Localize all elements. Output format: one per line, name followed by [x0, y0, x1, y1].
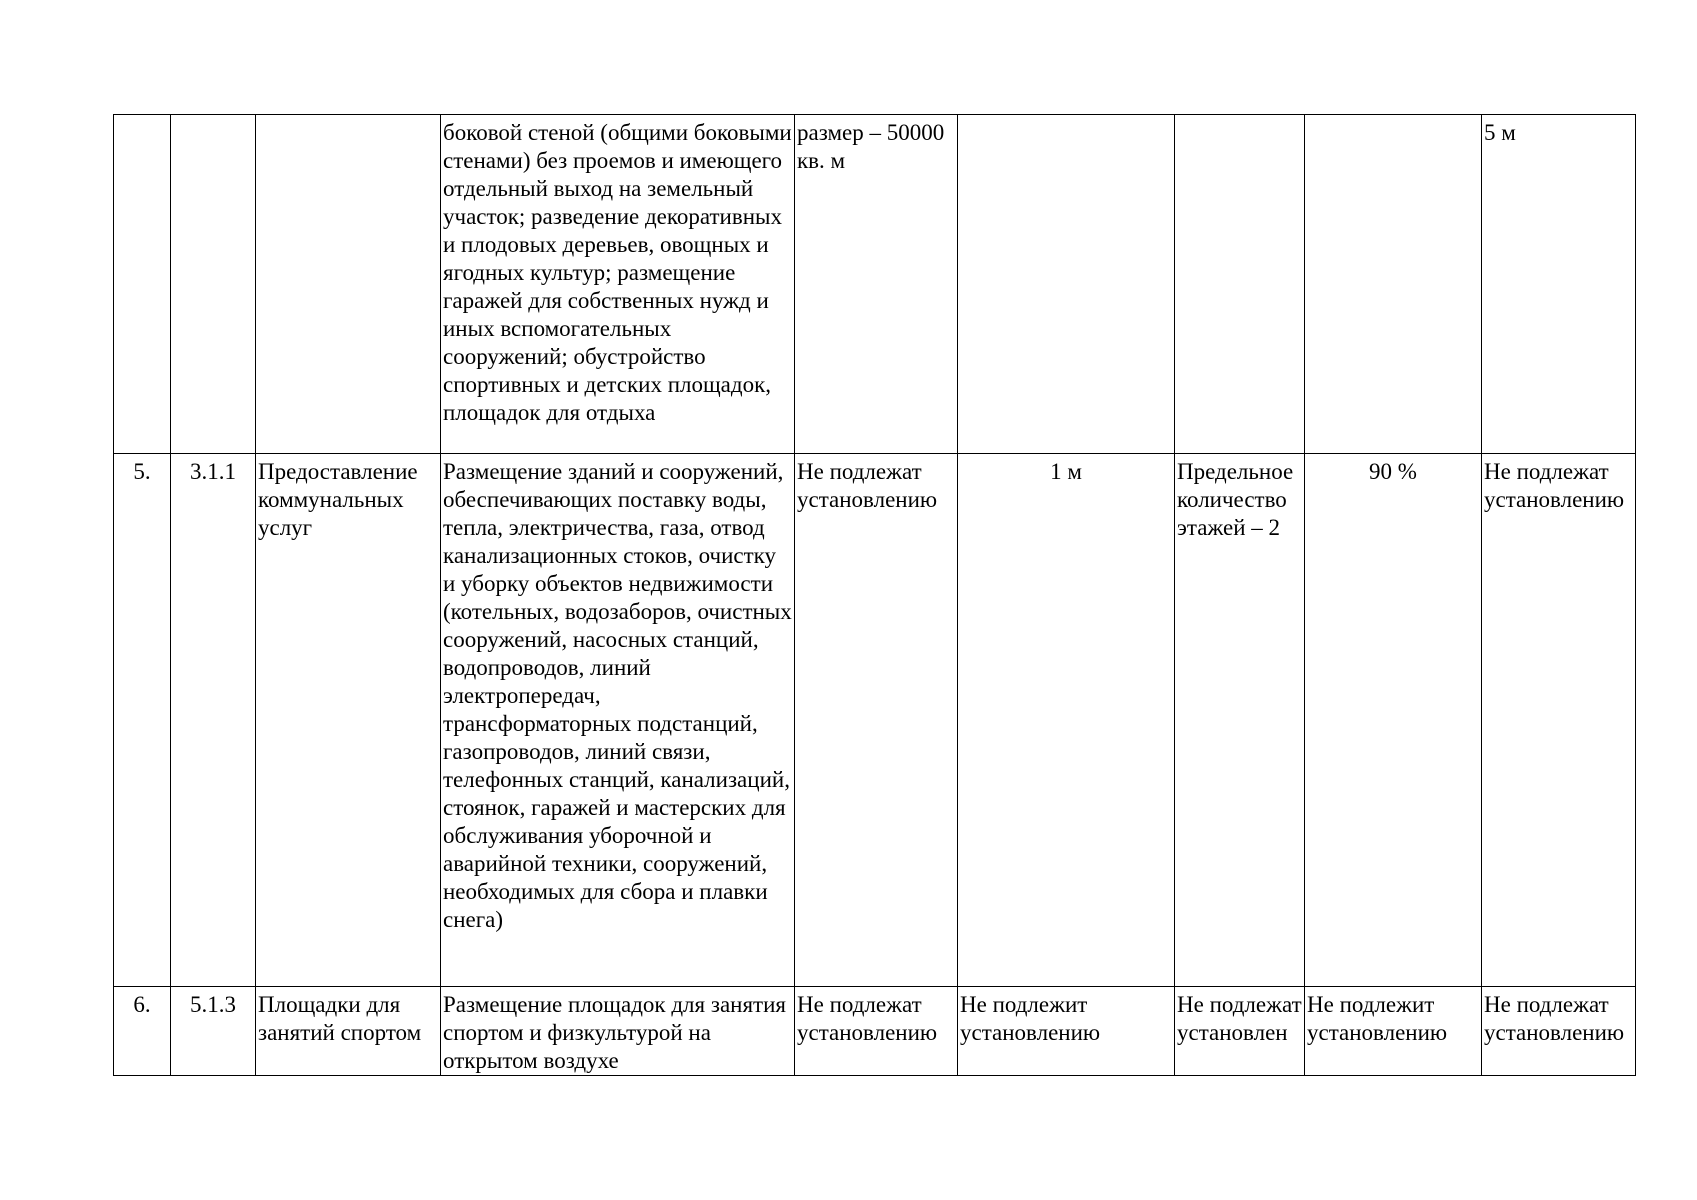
use-code-cell — [171, 115, 256, 454]
setback-cell — [958, 115, 1175, 454]
plot-size-cell: Не подлежат установлению — [795, 454, 958, 987]
other-params-cell: Не подлежат установлению — [1482, 454, 1636, 987]
floors-cell: Не подлежат установлен — [1175, 987, 1305, 1076]
other-params-cell: 5 м — [1482, 115, 1636, 454]
table-row — [114, 987, 1636, 1076]
use-name-cell: Предоставление коммунальных услуг — [256, 454, 441, 987]
use-name-cell: Площадки для занятий спортом — [256, 987, 441, 1076]
floors-cell — [1175, 115, 1305, 454]
use-code-cell: 5.1.3 — [171, 987, 256, 1076]
use-name-cell — [256, 115, 441, 454]
row-number-cell — [114, 115, 171, 454]
plot-size-cell: размер – 50000 кв. м — [795, 115, 958, 454]
use-description-cell: Размещение зданий и сооружений, обеспечивающих поставку воды, тепла, электричества, газа, отвод канализационных стоков, очистку и уборку объектов недвижимости (котельных, водозаборов, очистных сооружений, насосных станций, водопроводов, линий электропередач, трансформаторных подстанций, газопроводов, линий связи, телефонных станций, канализаций, стоянок, гаражей и мастерских для обслуживания уборочной и аварийной техники, сооружений, необходимых для сбора и плавки снега) — [441, 454, 795, 987]
coverage-cell: 90 % — [1305, 454, 1482, 987]
floors-cell: Предельное количество этажей – 2 — [1175, 454, 1305, 987]
use-description-cell: боковой стеной (общими боковыми стенами) без проемов и имеющего отдельный выход на земельный участок; разведение декоративных и плодовых деревьев, овощных и ягодных культур; размещение гаражей для собственных нужд и иных вспомогательных сооружений; обустройство спортивных и детских площадок, площадок для отдыха — [441, 115, 795, 454]
row-number-cell: 6. — [114, 987, 171, 1076]
coverage-cell: Не подлежит установлению — [1305, 987, 1482, 1076]
other-params-cell: Не подлежат установлению — [1482, 987, 1636, 1076]
setback-cell: 1 м — [958, 454, 1175, 987]
table-row — [114, 115, 1636, 454]
use-description-cell: Размещение площадок для занятия спортом и физкультурой на открытом воздухе — [441, 987, 795, 1076]
zoning-regulations-table — [113, 114, 1636, 1076]
coverage-cell — [1305, 115, 1482, 454]
plot-size-cell: Не подлежат установлению — [795, 987, 958, 1076]
use-code-cell: 3.1.1 — [171, 454, 256, 987]
row-number-cell: 5. — [114, 454, 171, 987]
table-row — [114, 454, 1636, 987]
setback-cell: Не подлежит установлению — [958, 987, 1175, 1076]
